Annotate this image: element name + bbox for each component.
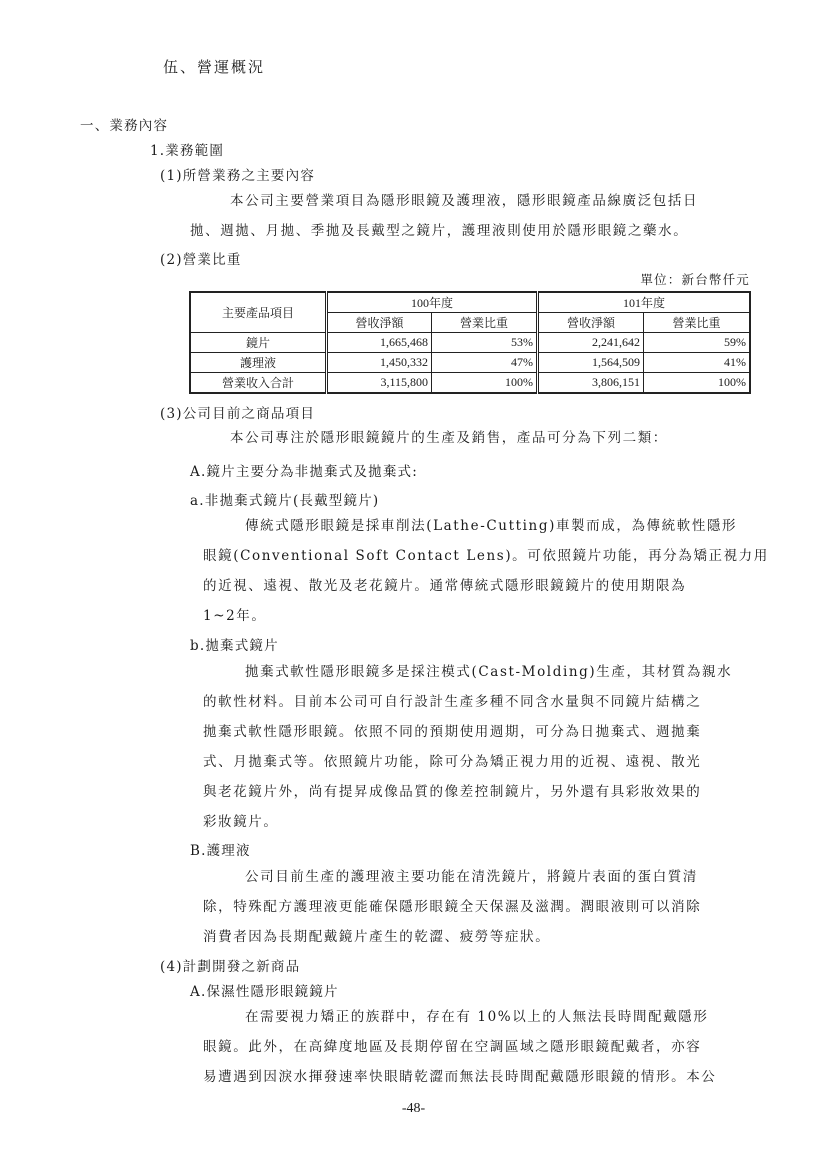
table-cell-amount: 3,806,151	[538, 373, 644, 394]
table-header-ratio: 營業比重	[432, 313, 538, 333]
category-a-title: A.鏡片主要分為非拋棄式及拋棄式:	[190, 464, 418, 480]
table-cell-ratio: 47%	[432, 353, 538, 373]
table-row-total	[190, 373, 750, 394]
category-b-title: B.護理液	[190, 843, 251, 859]
page-number: -48-	[401, 1101, 426, 1116]
section-title: 一、業務內容	[80, 118, 169, 134]
table-header-year-101: 101年度	[538, 292, 751, 313]
item-title-products: (3)公司目前之商品項目	[160, 406, 316, 422]
paragraph-line: 拋棄式軟性隱形眼鏡。依照不同的預期使用週期，可分為日拋棄式、週拋棄	[203, 724, 702, 740]
paragraph-line: 公司目前生產的護理液主要功能在清洗鏡片，將鏡片表面的蛋白質清	[245, 869, 698, 885]
item-title-revenue-ratio: (2)營業比重	[160, 252, 242, 268]
table-cell-amount: 1,450,332	[327, 353, 432, 373]
table-cell-product: 鏡片	[190, 333, 327, 353]
paragraph-main-business	[190, 186, 752, 246]
paragraph-line: 眼鏡(Conventional Soft Contact Lens)。可依照鏡片功能，再分為矯正視力用	[203, 548, 769, 564]
chapter-title: 伍、營運概況	[163, 58, 266, 76]
table-row	[190, 353, 750, 373]
paragraph-disposable	[203, 657, 753, 837]
table-header-ratio: 營業比重	[644, 313, 751, 333]
category-a-sub-title: a.非拋棄式鏡片(長戴型鏡片)	[190, 493, 380, 509]
table-cell-amount: 1,564,509	[538, 353, 644, 373]
table-cell-product: 營業收入合計	[190, 373, 327, 394]
table-header-item: 主要產品項目	[190, 292, 327, 333]
item-title-main-business: (1)所營業務之主要內容	[160, 168, 316, 184]
table-cell-ratio: 53%	[432, 333, 538, 353]
paragraph-line: 眼鏡。此外，在高緯度地區及長期停留在空調區域之隱形眼鏡配戴者，亦容	[203, 1039, 702, 1055]
table-cell-amount: 1,665,468	[327, 333, 432, 353]
paragraph-line: 傳統式隱形眼鏡是採車削法(Lathe-Cutting)車製而成，為傳統軟性隱形	[245, 518, 738, 534]
table-cell-amount: 3,115,800	[327, 373, 432, 394]
paragraph-line: 消費者因為長期配戴鏡片產生的乾澀、疲勞等症狀。	[203, 929, 551, 945]
table-row	[190, 333, 750, 353]
paragraph-line: 與老花鏡片外，尚有提昇成像品質的像差控制鏡片，另外還有具彩妝效果的	[203, 784, 702, 800]
paragraph-non-disposable	[203, 511, 769, 631]
table-cell-product: 護理液	[190, 353, 327, 373]
category-b-sub-title: b.拋棄式鏡片	[190, 638, 279, 654]
table-cell-ratio: 41%	[644, 353, 751, 373]
table-cell-ratio: 100%	[432, 373, 538, 394]
paragraph-line: 拋棄式軟性隱形眼鏡多是採注模式(Cast-Molding)生產，其材質為親水	[245, 664, 733, 680]
paragraph-solution	[203, 862, 753, 952]
category-a2-title: A.保濕性隱形眼鏡鏡片	[190, 984, 339, 1000]
paragraph-moisture-lens	[203, 1002, 753, 1092]
table-cell-amount: 2,241,642	[538, 333, 644, 353]
revenue-table	[189, 291, 751, 394]
paragraph-line: 在需要視力矯正的族群中，存在有 10%以上的人無法長時間配戴隱形	[245, 1009, 709, 1025]
paragraph-products-intro: 本公司專注於隱形眼鏡鏡片的生產及銷售，產品可分為下列二類：	[230, 430, 668, 446]
table-header-amount: 營收淨額	[327, 313, 432, 333]
unit-label: 單位：新台幣仟元	[640, 272, 750, 287]
paragraph-line: 易遭遇到因淚水揮發速率快眼睛乾澀而無法長時間配戴隱形眼鏡的情形。本公	[203, 1069, 717, 1085]
paragraph-line: 的軟性材料。目前本公司可自行設計生產多種不同含水量與不同鏡片結構之	[203, 694, 702, 710]
table-header-year-100: 100年度	[327, 292, 538, 313]
paragraph-line: 式、月拋棄式等。依照鏡片功能，除可分為矯正視力用的近視、遠視、散光	[203, 754, 702, 770]
paragraph-line: 除，特殊配方護理液更能確保隱形眼鏡全天保濕及滋潤。潤眼液則可以消除	[203, 899, 702, 915]
paragraph-line: 彩妝鏡片。	[203, 814, 279, 830]
subsection-title: 1.業務範圍	[150, 143, 225, 159]
table-header-amount: 營收淨額	[538, 313, 644, 333]
paragraph-line: 的近視、遠視、散光及老花鏡片。通常傳統式隱形眼鏡鏡片的使用期限為	[203, 578, 687, 594]
paragraph-line: 1~2年。	[203, 608, 267, 624]
table-cell-ratio: 100%	[644, 373, 751, 394]
table-cell-ratio: 59%	[644, 333, 751, 353]
paragraph-line: 拋、週拋、月拋、季拋及長戴型之鏡片，護理液則使用於隱形眼鏡之藥水。	[190, 223, 689, 239]
item-title-new-products: (4)計劃開發之新商品	[160, 959, 301, 975]
paragraph-line: 本公司主要營業項目為隱形眼鏡及護理液，隱形眼鏡產品線廣泛包括日	[230, 193, 699, 209]
